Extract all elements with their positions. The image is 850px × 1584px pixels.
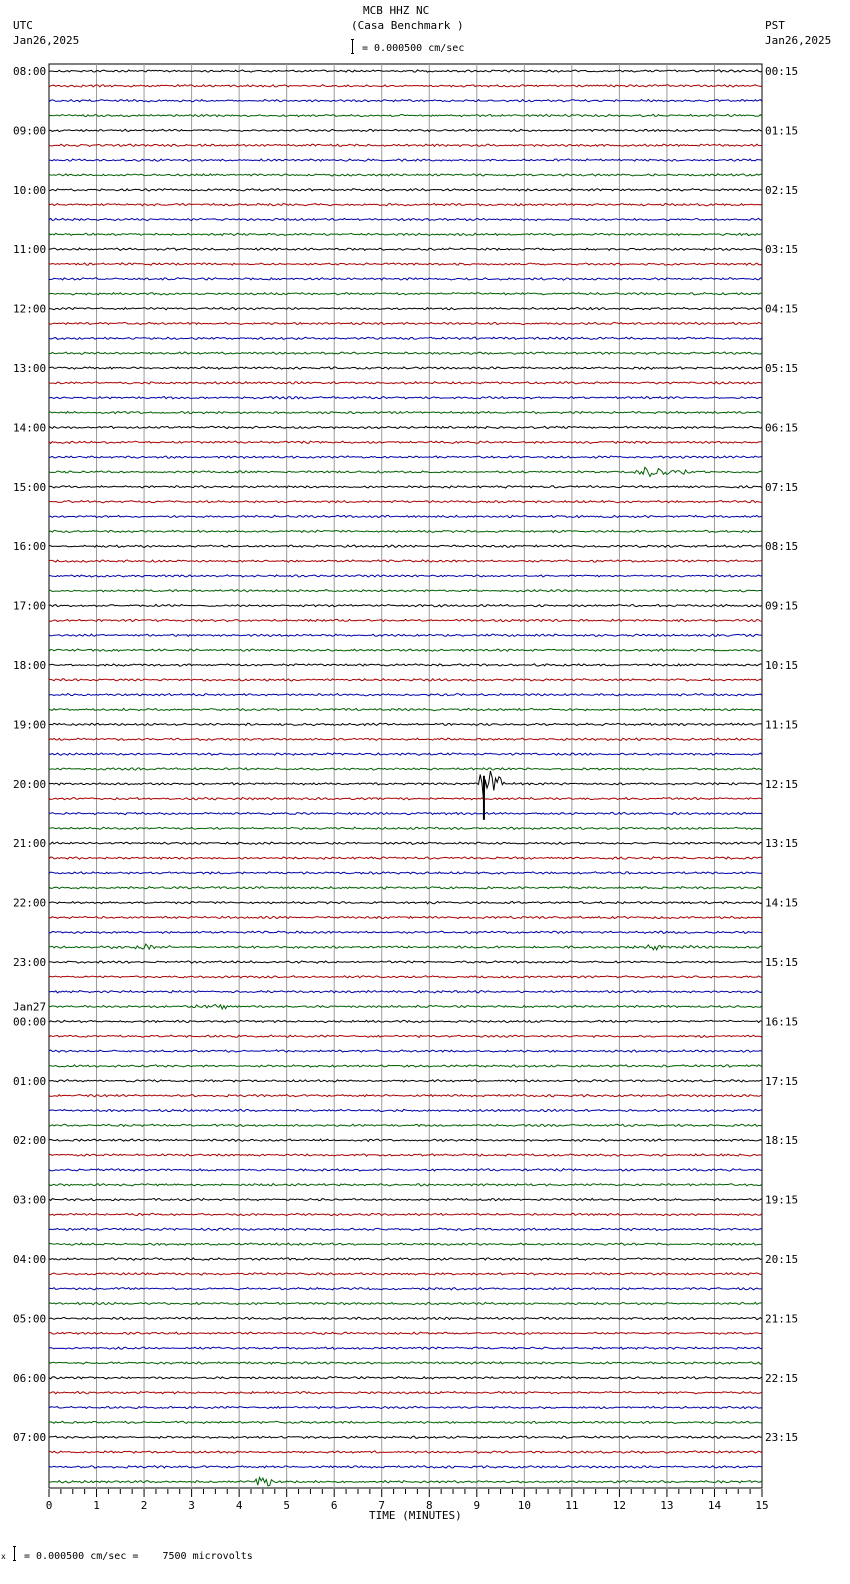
trace-line-95 [49,1477,762,1486]
left-hour-label: 08:00 [13,65,47,78]
right-hour-label: 11:15 [765,718,799,732]
trace-line-40 [49,664,762,666]
left-hour-label: 09:00 [13,124,47,138]
right-hour-label: 19:15 [765,1193,799,1207]
trace-line-90 [49,1406,762,1408]
left-hour-label: 17:00 [13,599,47,613]
x-tick-label: 3 [188,1499,195,1512]
trace-line-62 [49,991,762,993]
trace-line-78 [49,1228,762,1230]
left-hour-label: 22:00 [13,896,47,910]
trace-line-45 [49,738,762,740]
trace-line-70 [49,1109,762,1111]
trace-line-79 [49,1243,762,1245]
trace-line-17 [49,322,762,324]
trace-line-39 [49,649,762,651]
site-subtitle: (Casa Benchmark ) [351,19,464,32]
trace-line-22 [49,397,762,399]
x-tick-label: 11 [565,1499,579,1512]
trace-line-61 [49,976,762,978]
trace-line-36 [49,604,762,606]
left-hour-label: 01:00 [13,1074,47,1088]
right-hour-label: 06:15 [765,421,799,435]
trace-line-46 [49,753,762,755]
trace-line-19 [49,352,762,354]
x-tick-label: 1 [93,1499,100,1512]
x-tick-label: 5 [283,1499,290,1512]
right-hour-label: 07:15 [765,480,799,494]
left-hour-label: 11:00 [13,243,47,257]
trace-line-27 [49,467,762,476]
trace-line-35 [49,590,762,592]
trace-line-53 [49,857,762,859]
footer-scale-note: = 0.000500 cm/sec = 7500 microvolts [24,1551,253,1562]
trace-line-31 [49,530,762,532]
right-hour-label: 03:15 [765,243,799,257]
trace-line-12 [49,248,762,250]
right-hour-label: 23:15 [765,1431,799,1445]
x-tick-label: 12 [612,1499,627,1512]
left-hour-label: 04:00 [13,1253,47,1266]
right-hour-label: 09:15 [765,599,799,613]
trace-line-18 [49,337,762,339]
x-tick-label: 4 [235,1499,243,1512]
trace-line-29 [49,501,762,503]
trace-line-47 [49,768,762,770]
right-hour-label: 20:15 [765,1253,799,1266]
trace-line-89 [49,1392,762,1394]
right-hour-label: 10:15 [765,659,799,672]
trace-line-49 [49,798,762,800]
trace-line-43 [49,708,762,710]
trace-line-7 [49,174,762,176]
trace-line-2 [49,100,762,102]
pst-date: Jan26,2025 [765,34,832,47]
trace-line-60 [49,961,762,963]
trace-line-65 [49,1035,762,1037]
left-hour-label: 14:00 [13,421,47,435]
trace-line-75 [49,1184,762,1186]
utc-date: Jan26,2025 [13,34,80,47]
trace-line-32 [49,545,762,547]
trace-line-77 [49,1213,762,1215]
trace-line-23 [49,411,762,413]
trace-line-76 [49,1198,762,1200]
x-tick-label: 0 [45,1499,53,1512]
trace-line-37 [49,619,762,621]
trace-line-71 [49,1124,762,1126]
right-hour-label: 08:15 [765,540,799,554]
trace-line-91 [49,1421,762,1423]
pst-label: PST [765,19,785,32]
trace-line-5 [49,144,762,146]
station-title: MCB HHZ NC [363,4,430,17]
trace-line-48 [49,771,762,800]
trace-line-56 [49,902,762,904]
right-hour-label: 04:15 [765,302,799,316]
footer-scale-bar-icon [13,1546,16,1561]
left-hour-label: 05:00 [13,1312,47,1326]
left-hour-label: 16:00 [13,540,47,554]
trace-line-26 [49,456,762,458]
right-hour-label: 13:15 [765,837,799,851]
trace-line-44 [49,723,762,725]
trace-line-52 [49,842,762,844]
trace-line-51 [49,827,762,829]
trace-line-69 [49,1095,762,1097]
trace-line-55 [49,887,762,889]
trace-line-93 [49,1451,762,1453]
x-tick-label: 15 [755,1499,769,1512]
left-hour-label: 20:00 [13,777,47,791]
trace-line-10 [49,218,762,220]
left-hour-label: 03:00 [13,1193,47,1207]
trace-line-20 [49,367,762,369]
trace-line-16 [49,308,762,310]
right-hour-label: 17:15 [765,1074,799,1088]
trace-line-82 [49,1288,762,1290]
trace-line-33 [49,560,762,562]
trace-line-38 [49,634,762,636]
trace-line-24 [49,426,762,428]
trace-line-72 [49,1139,762,1141]
trace-line-9 [49,204,762,206]
scale-text: = 0.000500 cm/sec [362,43,465,54]
left-hour-label: 18:00 [13,659,47,672]
trace-line-67 [49,1065,762,1067]
trace-line-30 [49,515,762,517]
x-tick-label: 14 [707,1499,722,1512]
trace-line-73 [49,1154,762,1156]
footer-prefix-mark: x [1,1552,6,1561]
right-hour-label: 14:15 [765,896,799,910]
trace-line-59 [49,944,762,950]
trace-line-8 [49,189,762,191]
trace-line-28 [49,486,762,488]
x-tick-label: 8 [425,1499,433,1512]
trace-line-86 [49,1347,762,1349]
trace-line-54 [49,872,762,874]
x-tick-label: 13 [660,1499,674,1512]
left-hour-label: 15:00 [13,480,47,494]
left-hour-label: 06:00 [13,1371,47,1385]
right-hour-label: 18:15 [765,1134,799,1148]
x-tick-label: 6 [330,1499,338,1512]
right-hour-label: 01:15 [765,124,799,138]
trace-line-92 [49,1436,762,1438]
trace-line-6 [49,159,762,161]
trace-line-0 [49,70,762,72]
trace-line-66 [49,1050,762,1052]
trace-line-57 [49,916,762,918]
left-hour-label: 19:00 [13,718,47,732]
left-hour-label: 02:00 [13,1134,47,1148]
right-hour-label: 16:15 [765,1015,799,1029]
trace-line-3 [49,114,762,116]
trace-line-11 [49,233,762,235]
trace-line-63 [49,1005,762,1009]
x-tick-label: 2 [140,1499,148,1512]
trace-line-14 [49,278,762,280]
right-hour-label: 00:15 [765,65,799,78]
trace-line-94 [49,1466,762,1468]
trace-line-25 [49,441,762,443]
left-hour-label: 13:00 [13,362,47,375]
trace-line-74 [49,1169,762,1171]
trace-line-64 [49,1020,762,1022]
left-hour-label: 23:00 [13,956,47,969]
right-hour-label: 05:15 [765,362,799,375]
left-hour-label: 21:00 [13,837,47,851]
right-hour-label: 21:15 [765,1312,799,1326]
x-tick-label: 9 [473,1499,481,1512]
trace-line-84 [49,1317,762,1319]
right-hour-label: 02:15 [765,183,799,197]
trace-line-81 [49,1273,762,1275]
utc-label: UTC [13,19,33,32]
trace-line-1 [49,85,762,87]
date-change-label: Jan27 [13,1000,47,1014]
trace-line-15 [49,293,762,295]
x-axis-title: TIME (MINUTES) [369,1509,462,1522]
left-hour-label: 07:00 [13,1431,47,1445]
trace-line-58 [49,931,762,933]
trace-line-41 [49,679,762,681]
x-tick-label: 7 [378,1499,386,1512]
x-tick-label: 10 [517,1499,531,1512]
trace-line-85 [49,1332,762,1334]
trace-line-87 [49,1362,762,1364]
trace-line-88 [49,1377,762,1379]
left-hour-label: 00:00 [13,1015,47,1029]
trace-line-68 [49,1080,762,1082]
trace-line-50 [49,812,762,814]
trace-line-42 [49,694,762,696]
trace-line-21 [49,382,762,384]
trace-line-4 [49,129,762,131]
trace-line-83 [49,1302,762,1304]
trace-line-80 [49,1258,762,1260]
right-hour-label: 12:15 [765,777,799,791]
right-hour-label: 22:15 [765,1371,799,1385]
left-hour-label: 10:00 [13,183,47,197]
left-hour-label: 12:00 [13,302,47,316]
trace-line-34 [49,575,762,577]
trace-line-13 [49,263,762,265]
right-hour-label: 15:15 [765,956,799,969]
trace-group [49,70,762,1486]
